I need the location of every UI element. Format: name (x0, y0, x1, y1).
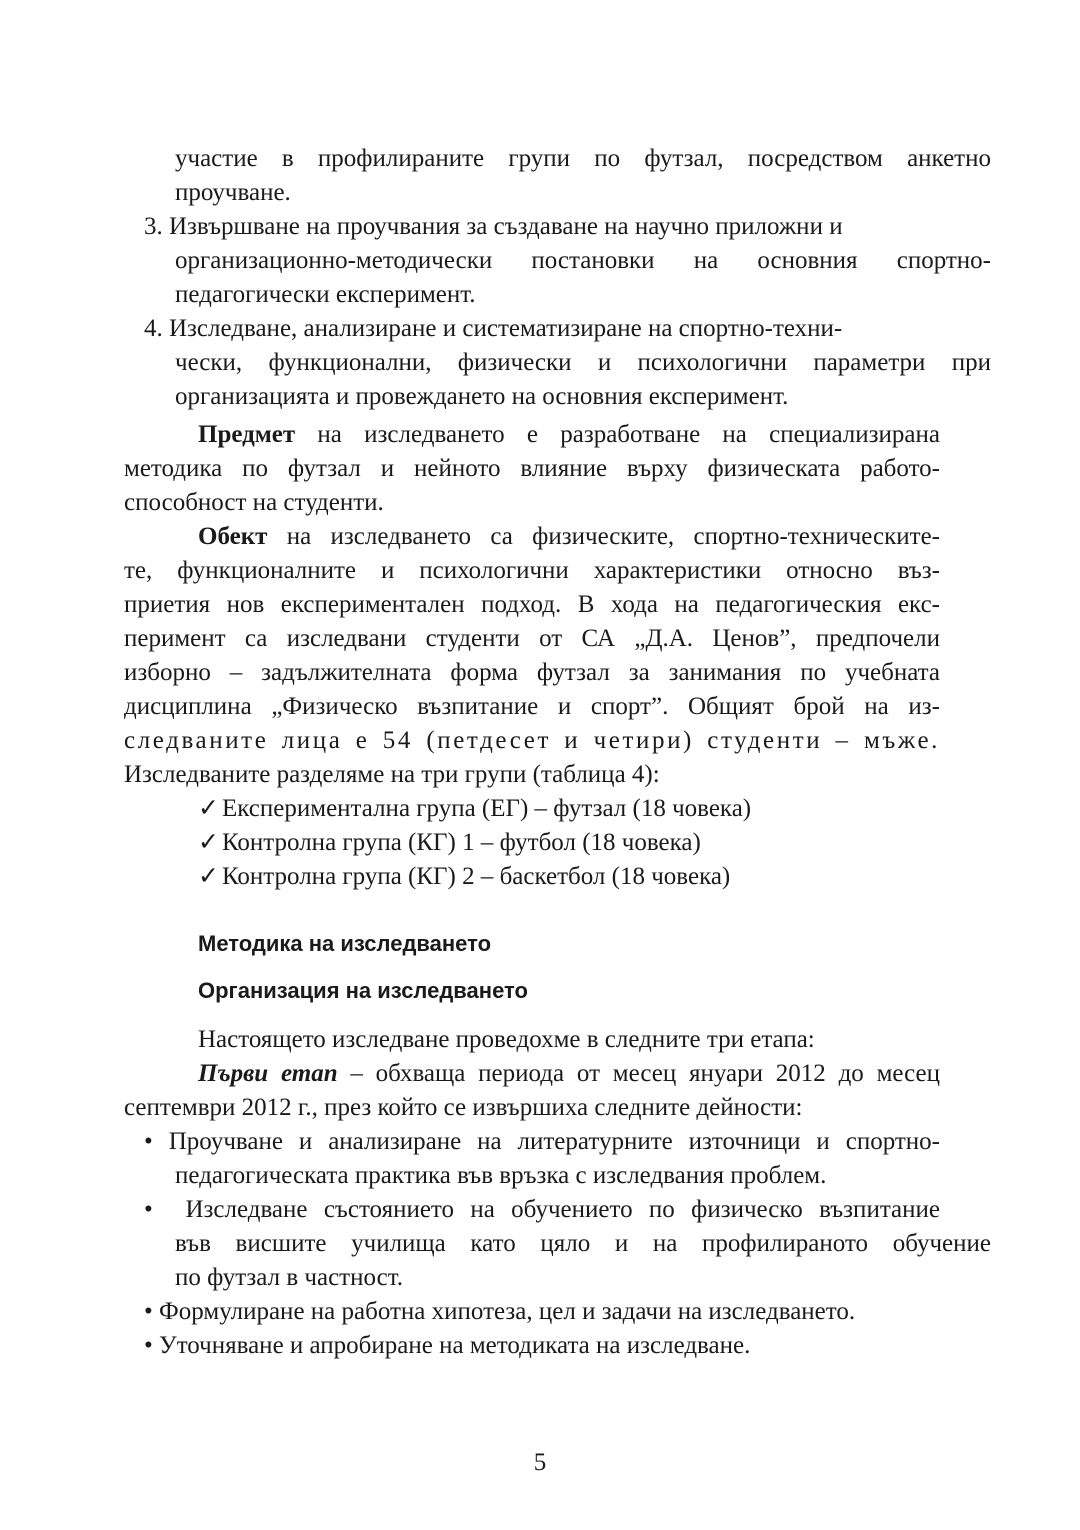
subject-text: на изследването е разработване на специализирана (295, 421, 940, 448)
stages-intro (124, 1023, 940, 1057)
first-stage-line: септември 2012 г., през който се извършиха следните дейности: (124, 1094, 803, 1121)
numbered-item (144, 210, 940, 244)
activity-item (144, 1193, 940, 1227)
activity-item (144, 1329, 940, 1363)
activity-item (144, 1125, 940, 1159)
bullet-icon: • (144, 1128, 153, 1155)
object-paragraph-line (124, 520, 940, 554)
object-paragraph-line: следваните лица е 54 (петдесет и четири) студенти – мъже. (124, 727, 940, 754)
activity-text: Уточняване и апробиране на методиката на изследване. (159, 1332, 751, 1359)
subject-term: Предмет (198, 421, 296, 448)
bullet-icon: • (144, 1196, 153, 1223)
activity-item (144, 1295, 940, 1329)
group-label: Контролна група (КГ) 1 – футбол (18 човека) (222, 829, 701, 856)
activity-text: Проучване и анализиране на литературните източници и спортно- (168, 1128, 941, 1155)
group-list-item (198, 826, 701, 860)
activity-item-line: по футзал в частност. (175, 1264, 403, 1291)
checkmark-icon: ✓ (198, 829, 219, 856)
item-marker: 3. (144, 213, 163, 240)
bullet-icon: • (144, 1332, 153, 1359)
list-continuation-line: участие в профилираните групи по футзал, посредством анкетно (175, 145, 991, 172)
activity-item-line: във висшите училища като цяло и на профилираното обучение (175, 1230, 991, 1257)
activity-item-line: педагогическата практика във връзка с изследвания проблем. (175, 1162, 827, 1189)
numbered-item (144, 312, 940, 346)
checkmark-icon: ✓ (198, 795, 219, 822)
first-stage-line (124, 1057, 940, 1091)
object-paragraph-line: приетия нов експериментален подход. В хода на педагогическия екс- (124, 591, 940, 618)
object-term: Обект (198, 523, 268, 550)
subject-paragraph-line (124, 418, 940, 452)
numbered-item-line: чески, функционални, физически и психологични параметри при (175, 349, 991, 376)
numbered-item-line: организационно-методически постановки на основния спортно- (175, 247, 991, 274)
numbered-item-line: организацията и провеждането на основния експеримент. (175, 383, 789, 410)
activity-text: Формулиране на работна хипотеза, цел и задачи на изследването. (159, 1298, 856, 1325)
item-text: Извършване на проучвания за създаване на научно приложни и (169, 213, 843, 240)
object-paragraph-line: те, функционалните и психологични характеристики относно въз- (124, 557, 940, 584)
subject-paragraph-line: способност на студенти. (124, 489, 384, 516)
group-label: Експериментална група (ЕГ) – футзал (18 човека) (222, 795, 752, 822)
group-list-item (198, 792, 751, 826)
object-paragraph-line: перимент са изследвани студенти от СА „Д.А. Ценов”, предпочели (124, 625, 940, 652)
object-paragraph-line: изборно – задължителната форма футзал за занимания по учебната (124, 659, 940, 686)
object-paragraph-line: Изследваните разделяме на три групи (таблица 4): (124, 761, 660, 788)
first-stage-term: Първи етап (198, 1060, 338, 1087)
object-paragraph-line: дисциплина „Физическо възпитание и спорт”. Общият брой на из- (124, 693, 940, 720)
list-continuation-line: проучване. (175, 179, 291, 206)
checkmark-icon: ✓ (198, 863, 219, 890)
object-text: на изследването са физическите, спортно-техническите- (267, 523, 940, 550)
group-list-item (198, 860, 730, 894)
subsection-heading: Организация на изследването (198, 978, 528, 1003)
numbered-item-line: педагогически експеримент. (175, 281, 476, 308)
stages-intro-text: Настоящето изследване проведохме в следните три етапа: (198, 1026, 815, 1053)
page-number: 5 (533, 1449, 547, 1476)
item-text: Изследване, анализиране и систематизиране на спортно-техни- (169, 315, 843, 342)
item-marker: 4. (144, 315, 163, 342)
bullet-icon: • (144, 1298, 153, 1325)
section-heading: Методика на изследването (198, 931, 492, 956)
subject-paragraph-line: методика по футзал и нейното влияние върху физическата работо- (124, 455, 940, 482)
activity-text: Изследване състоянието на обучението по физическо възпитание (185, 1196, 940, 1223)
first-stage-text: – обхваща периода от месец януари 2012 до месец (337, 1060, 941, 1087)
group-label: Контролна група (КГ) 2 – баскетбол (18 човека) (222, 863, 731, 890)
